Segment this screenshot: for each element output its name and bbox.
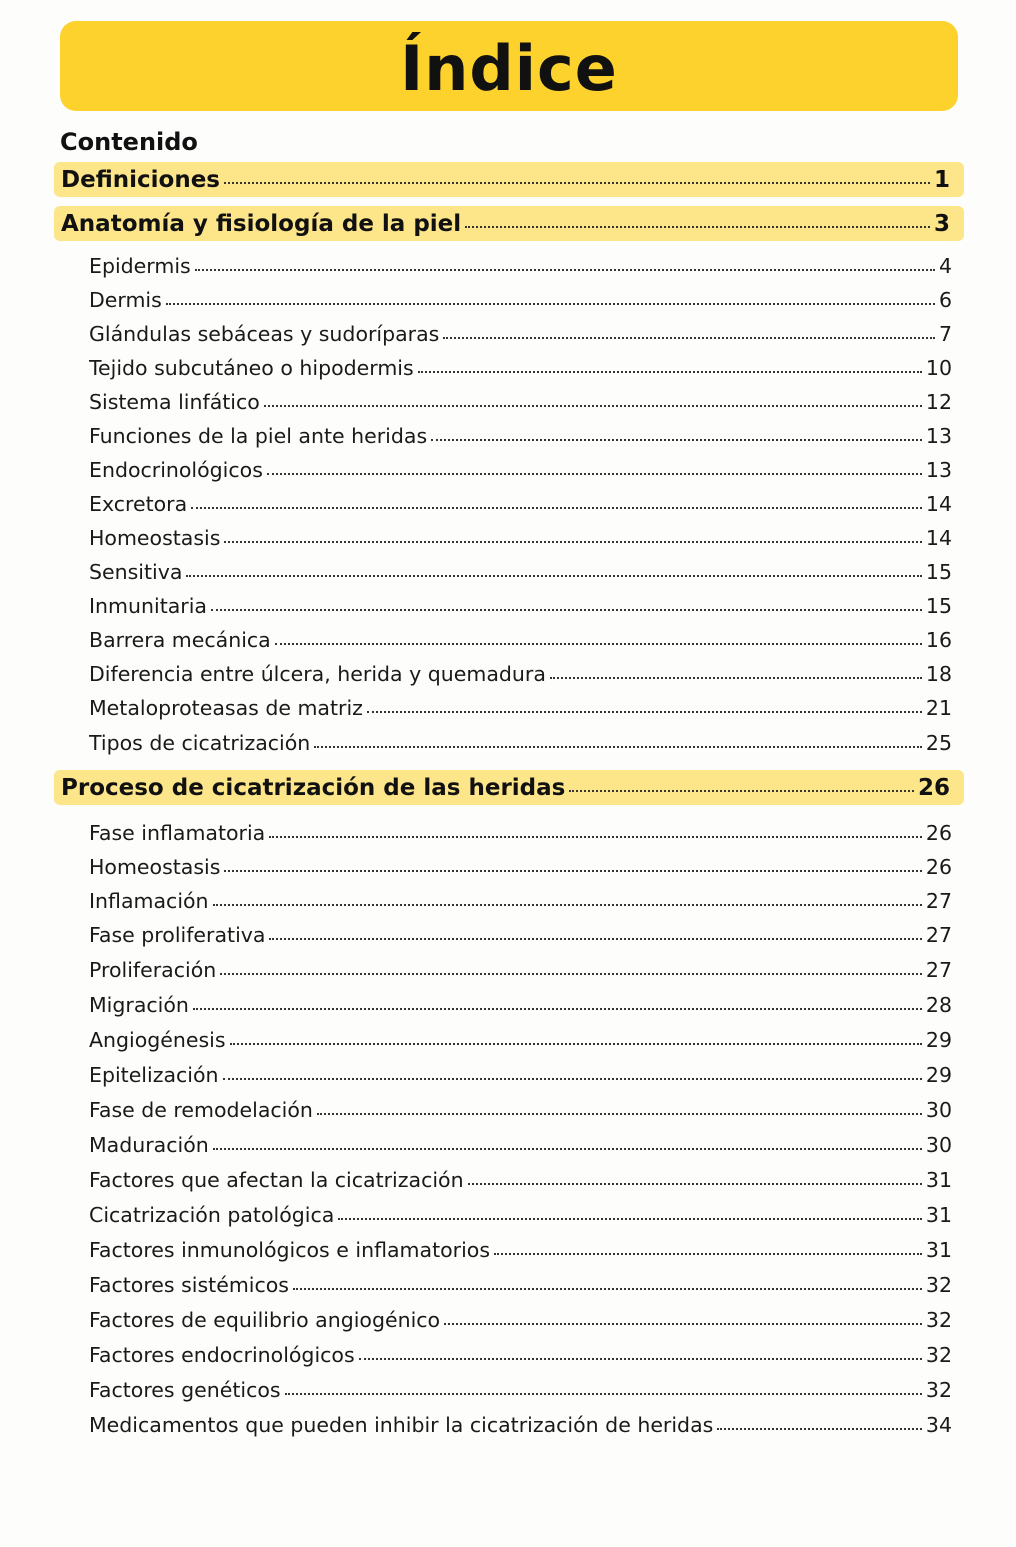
toc-item[interactable] xyxy=(89,727,952,757)
item-label: Metaloproteasas de matriz xyxy=(89,696,363,720)
toc-item[interactable] xyxy=(89,420,952,450)
dot-leader xyxy=(367,711,922,713)
item-page-number: 29 xyxy=(925,1063,952,1087)
item-page-number: 32 xyxy=(925,1378,952,1402)
item-label: Migración xyxy=(89,993,189,1017)
toc-item[interactable] xyxy=(89,1374,952,1404)
dot-leader xyxy=(418,371,922,373)
item-label: Factores sistémicos xyxy=(89,1273,289,1297)
toc-item[interactable] xyxy=(89,1059,952,1089)
dot-leader xyxy=(269,938,921,940)
toc-item[interactable] xyxy=(89,1304,952,1334)
toc-item[interactable] xyxy=(89,658,952,688)
item-label: Factores genéticos xyxy=(89,1378,281,1402)
item-page-number: 30 xyxy=(925,1098,952,1122)
item-page-number: 14 xyxy=(925,526,952,550)
item-label: Inmunitaria xyxy=(89,594,207,618)
toc-item[interactable] xyxy=(89,624,952,654)
dot-leader xyxy=(224,870,921,872)
dot-leader xyxy=(264,405,922,407)
item-page-number: 6 xyxy=(938,288,952,312)
dot-leader xyxy=(230,1043,922,1045)
toc-item[interactable] xyxy=(89,1094,952,1124)
dot-leader xyxy=(223,1078,922,1080)
item-page-number: 14 xyxy=(925,492,952,516)
item-page-number: 32 xyxy=(925,1343,952,1367)
dot-leader xyxy=(269,836,922,838)
dot-leader xyxy=(317,1113,922,1115)
dot-leader xyxy=(550,677,922,679)
item-label: Fase de remodelación xyxy=(89,1098,313,1122)
toc-item[interactable] xyxy=(89,851,952,881)
dot-leader xyxy=(468,1183,922,1185)
item-label: Medicamentos que pueden inhibir la cicatrización de heridas xyxy=(89,1413,714,1437)
toc-item[interactable] xyxy=(89,318,952,348)
item-label: Fase proliferativa xyxy=(89,923,266,947)
dot-leader xyxy=(359,1358,922,1360)
toc-item[interactable] xyxy=(89,885,952,915)
toc-item[interactable] xyxy=(89,488,952,518)
dot-leader xyxy=(293,1288,922,1290)
item-label: Barrera mecánica xyxy=(89,628,271,652)
item-label: Angiogénesis xyxy=(89,1028,226,1052)
toc-item[interactable] xyxy=(89,1024,952,1054)
toc-item[interactable] xyxy=(89,522,952,552)
item-label: Fase inflamatoria xyxy=(89,821,266,845)
toc-section-proceso-cicatrizacion[interactable] xyxy=(54,770,964,805)
item-label: Epitelización xyxy=(89,1063,219,1087)
dot-leader xyxy=(224,541,921,543)
item-label: Sensitiva xyxy=(89,560,183,584)
item-page-number: 7 xyxy=(938,322,952,346)
dot-leader xyxy=(443,337,935,339)
toc-item[interactable] xyxy=(89,1339,952,1369)
toc-section-anatomia[interactable] xyxy=(54,206,964,241)
item-page-number: 10 xyxy=(925,356,952,380)
item-label: Glándulas sebáceas y sudoríparas xyxy=(89,322,440,346)
toc-section-definiciones[interactable] xyxy=(54,162,964,197)
title-banner xyxy=(60,21,958,111)
item-label: Funciones de la piel ante heridas xyxy=(89,424,428,448)
section-page-number: 3 xyxy=(933,211,950,237)
toc-item[interactable] xyxy=(89,1129,952,1159)
item-label: Homeostasis xyxy=(89,855,221,879)
section-label: Anatomía y fisiología de la piel xyxy=(61,211,462,237)
item-label: Endocrinológicos xyxy=(89,458,263,482)
item-label: Factores endocrinológicos xyxy=(89,1343,355,1367)
toc-item[interactable] xyxy=(89,989,952,1019)
item-page-number: 15 xyxy=(925,594,952,618)
item-page-number: 21 xyxy=(925,696,952,720)
dot-leader xyxy=(494,1253,922,1255)
toc-heading: Contenido xyxy=(60,128,198,156)
item-label: Dermis xyxy=(89,288,162,312)
dot-leader xyxy=(211,609,922,611)
dot-leader xyxy=(220,973,922,975)
dot-leader xyxy=(569,790,914,792)
item-page-number: 30 xyxy=(925,1133,952,1157)
toc-item[interactable] xyxy=(89,954,952,984)
dot-leader xyxy=(444,1323,922,1325)
item-page-number: 34 xyxy=(925,1413,952,1437)
item-page-number: 26 xyxy=(925,821,952,845)
toc-item[interactable] xyxy=(89,692,952,722)
toc-item[interactable] xyxy=(89,817,952,847)
section-label: Definiciones xyxy=(61,167,220,193)
item-page-number: 25 xyxy=(925,731,952,755)
toc-item[interactable] xyxy=(89,556,952,586)
item-page-number: 4 xyxy=(938,254,952,278)
dot-leader xyxy=(717,1428,922,1430)
toc-item[interactable] xyxy=(89,1199,952,1229)
toc-item[interactable] xyxy=(89,250,952,280)
dot-leader xyxy=(213,1148,922,1150)
item-page-number: 13 xyxy=(925,458,952,482)
dot-leader xyxy=(193,1008,922,1010)
item-page-number: 12 xyxy=(925,390,952,414)
item-label: Maduración xyxy=(89,1133,209,1157)
dot-leader xyxy=(224,182,930,184)
toc-item[interactable] xyxy=(89,386,952,416)
item-page-number: 13 xyxy=(925,424,952,448)
item-page-number: 27 xyxy=(925,923,952,947)
section-page-number: 26 xyxy=(917,775,950,801)
dot-leader xyxy=(166,303,935,305)
toc-item[interactable] xyxy=(89,1234,952,1264)
dot-leader xyxy=(213,904,922,906)
item-label: Inflamación xyxy=(89,889,209,913)
item-label: Tipos de cicatrización xyxy=(89,731,311,755)
toc-item[interactable] xyxy=(89,919,952,949)
item-label: Sistema linfático xyxy=(89,390,260,414)
item-label: Factores de equilibrio angiogénico xyxy=(89,1308,441,1332)
item-page-number: 26 xyxy=(925,855,952,879)
section-page-number: 1 xyxy=(933,167,950,193)
page-title: Índice xyxy=(400,32,618,105)
dot-leader xyxy=(275,643,922,645)
item-page-number: 32 xyxy=(925,1308,952,1332)
toc-item[interactable] xyxy=(89,352,952,382)
item-page-number: 15 xyxy=(925,560,952,584)
dot-leader xyxy=(465,226,930,228)
item-page-number: 32 xyxy=(925,1273,952,1297)
dot-leader xyxy=(191,507,922,509)
item-label: Diferencia entre úlcera, herida y quemadura xyxy=(89,662,546,686)
toc-item[interactable] xyxy=(89,454,952,484)
section-label: Proceso de cicatrización de las heridas xyxy=(61,775,566,801)
dot-leader xyxy=(195,269,935,271)
toc-item[interactable] xyxy=(89,1164,952,1194)
item-label: Epidermis xyxy=(89,254,191,278)
dot-leader xyxy=(314,746,922,748)
dot-leader xyxy=(267,473,922,475)
item-page-number: 18 xyxy=(925,662,952,686)
item-label: Proliferación xyxy=(89,958,217,982)
dot-leader xyxy=(186,575,921,577)
item-page-number: 16 xyxy=(925,628,952,652)
item-label: Tejido subcutáneo o hipodermis xyxy=(89,356,414,380)
toc-item[interactable] xyxy=(89,284,952,314)
item-label: Factores que afectan la cicatrización xyxy=(89,1168,464,1192)
item-page-number: 31 xyxy=(925,1203,952,1227)
item-page-number: 31 xyxy=(925,1168,952,1192)
dot-leader xyxy=(431,439,922,441)
item-label: Excretora xyxy=(89,492,188,516)
item-label: Cicatrización patológica xyxy=(89,1203,335,1227)
item-page-number: 28 xyxy=(925,993,952,1017)
item-label: Factores inmunológicos e inflamatorios xyxy=(89,1238,491,1262)
item-page-number: 29 xyxy=(925,1028,952,1052)
dot-leader xyxy=(285,1393,922,1395)
item-page-number: 27 xyxy=(925,889,952,913)
dot-leader xyxy=(338,1218,922,1220)
item-page-number: 31 xyxy=(925,1238,952,1262)
item-page-number: 27 xyxy=(925,958,952,982)
toc-item[interactable] xyxy=(89,590,952,620)
toc-item[interactable] xyxy=(89,1269,952,1299)
toc-item[interactable] xyxy=(89,1409,952,1439)
item-label: Homeostasis xyxy=(89,526,221,550)
